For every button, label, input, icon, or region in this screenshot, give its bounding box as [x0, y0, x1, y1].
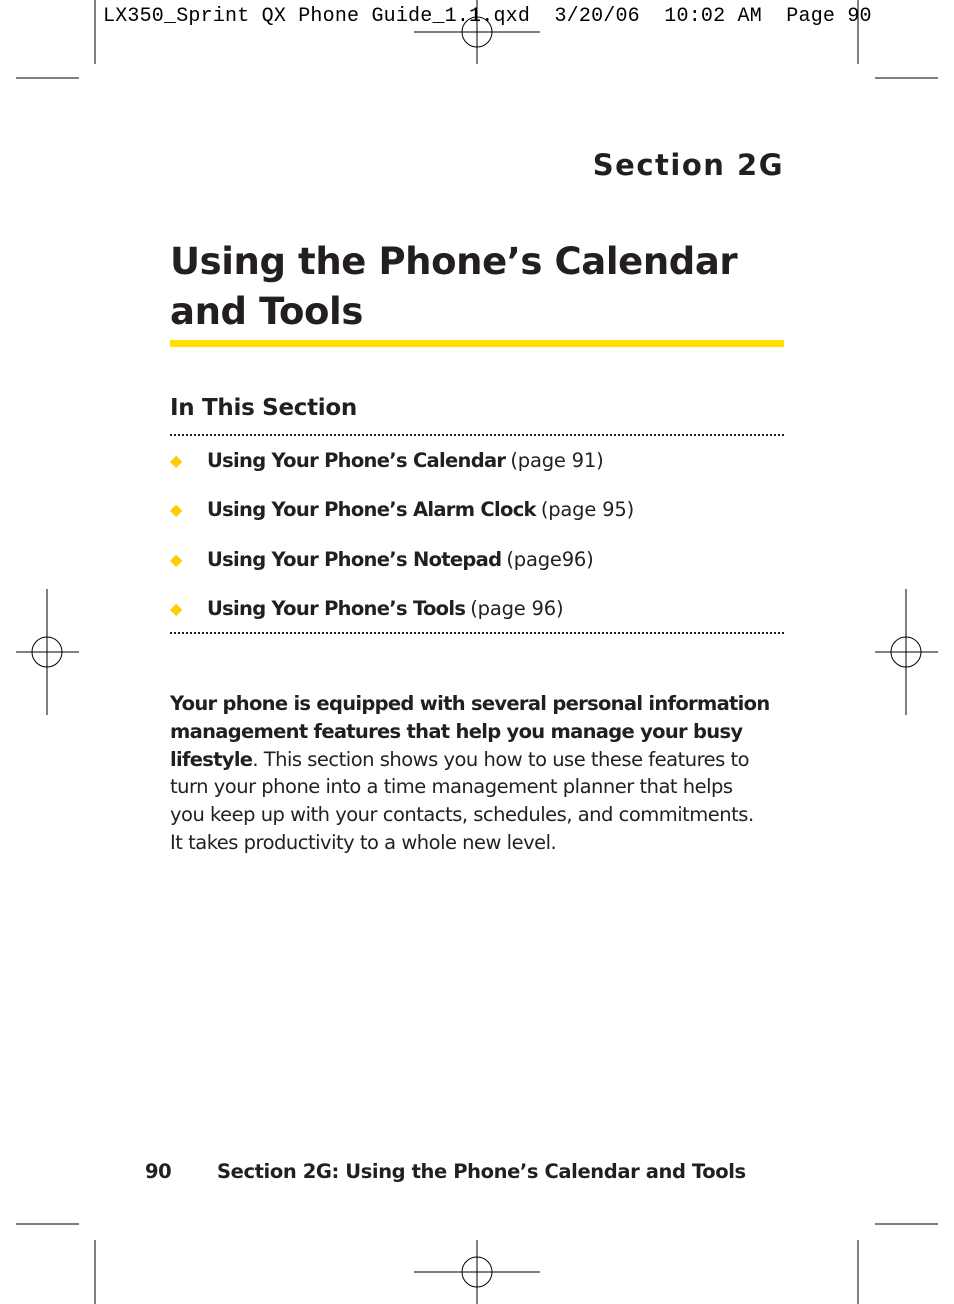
intro-paragraph	[170, 690, 770, 857]
intro-bold-lead: Your phone is equipped with several personal information management features that help you manage your busy lifestyle	[170, 692, 770, 771]
toc-item-page-ref: (page 95)	[540, 498, 634, 522]
diamond-bullet-icon: ◆	[170, 500, 183, 520]
toc-item-title: Using Your Phone’s Tools	[207, 596, 466, 620]
intro-body-text: . This section shows you how to use these features to turn your phone into a time management planner that helps you keep up with your contacts, schedules, and commitments. It takes productivity to a whole new level.	[170, 747, 754, 854]
diamond-bullet-icon: ◆	[170, 598, 183, 618]
toc-item-page-ref: (page 96)	[470, 596, 564, 620]
toc-list	[170, 447, 784, 644]
title-underline-rule	[170, 340, 784, 347]
chapter-title	[170, 237, 784, 337]
toc-bottom-dotted-rule	[170, 632, 784, 634]
toc-item-page-ref: (page96)	[506, 547, 594, 571]
toc-heading: In This Section	[170, 395, 357, 421]
toc-top-dotted-rule	[170, 434, 784, 436]
section-label: Section 2G	[592, 148, 784, 182]
footer-page-number: 90	[145, 1160, 172, 1183]
print-slug-line: LX350_Sprint QX Phone Guide_1.1.qxd 3/20/06 10:02 AM Page 90	[103, 5, 872, 28]
toc-item[interactable]	[170, 496, 784, 545]
toc-item-title: Using Your Phone’s Alarm Clock	[207, 498, 536, 522]
toc-item[interactable]	[170, 595, 784, 644]
footer-running-title: Section 2G: Using the Phone’s Calendar and Tools	[217, 1160, 746, 1183]
chapter-title-line-2: and Tools	[170, 290, 363, 333]
diamond-bullet-icon: ◆	[170, 451, 183, 470]
page-footer	[145, 1160, 746, 1183]
toc-item-title: Using Your Phone’s Calendar	[207, 449, 506, 472]
toc-item[interactable]	[170, 447, 784, 496]
toc-item[interactable]	[170, 546, 784, 595]
toc-item-page-ref: (page 91)	[510, 449, 604, 472]
chapter-title-line-1: Using the Phone’s Calendar	[170, 240, 738, 283]
diamond-bullet-icon: ◆	[170, 549, 183, 569]
toc-item-title: Using Your Phone’s Notepad	[207, 547, 502, 571]
